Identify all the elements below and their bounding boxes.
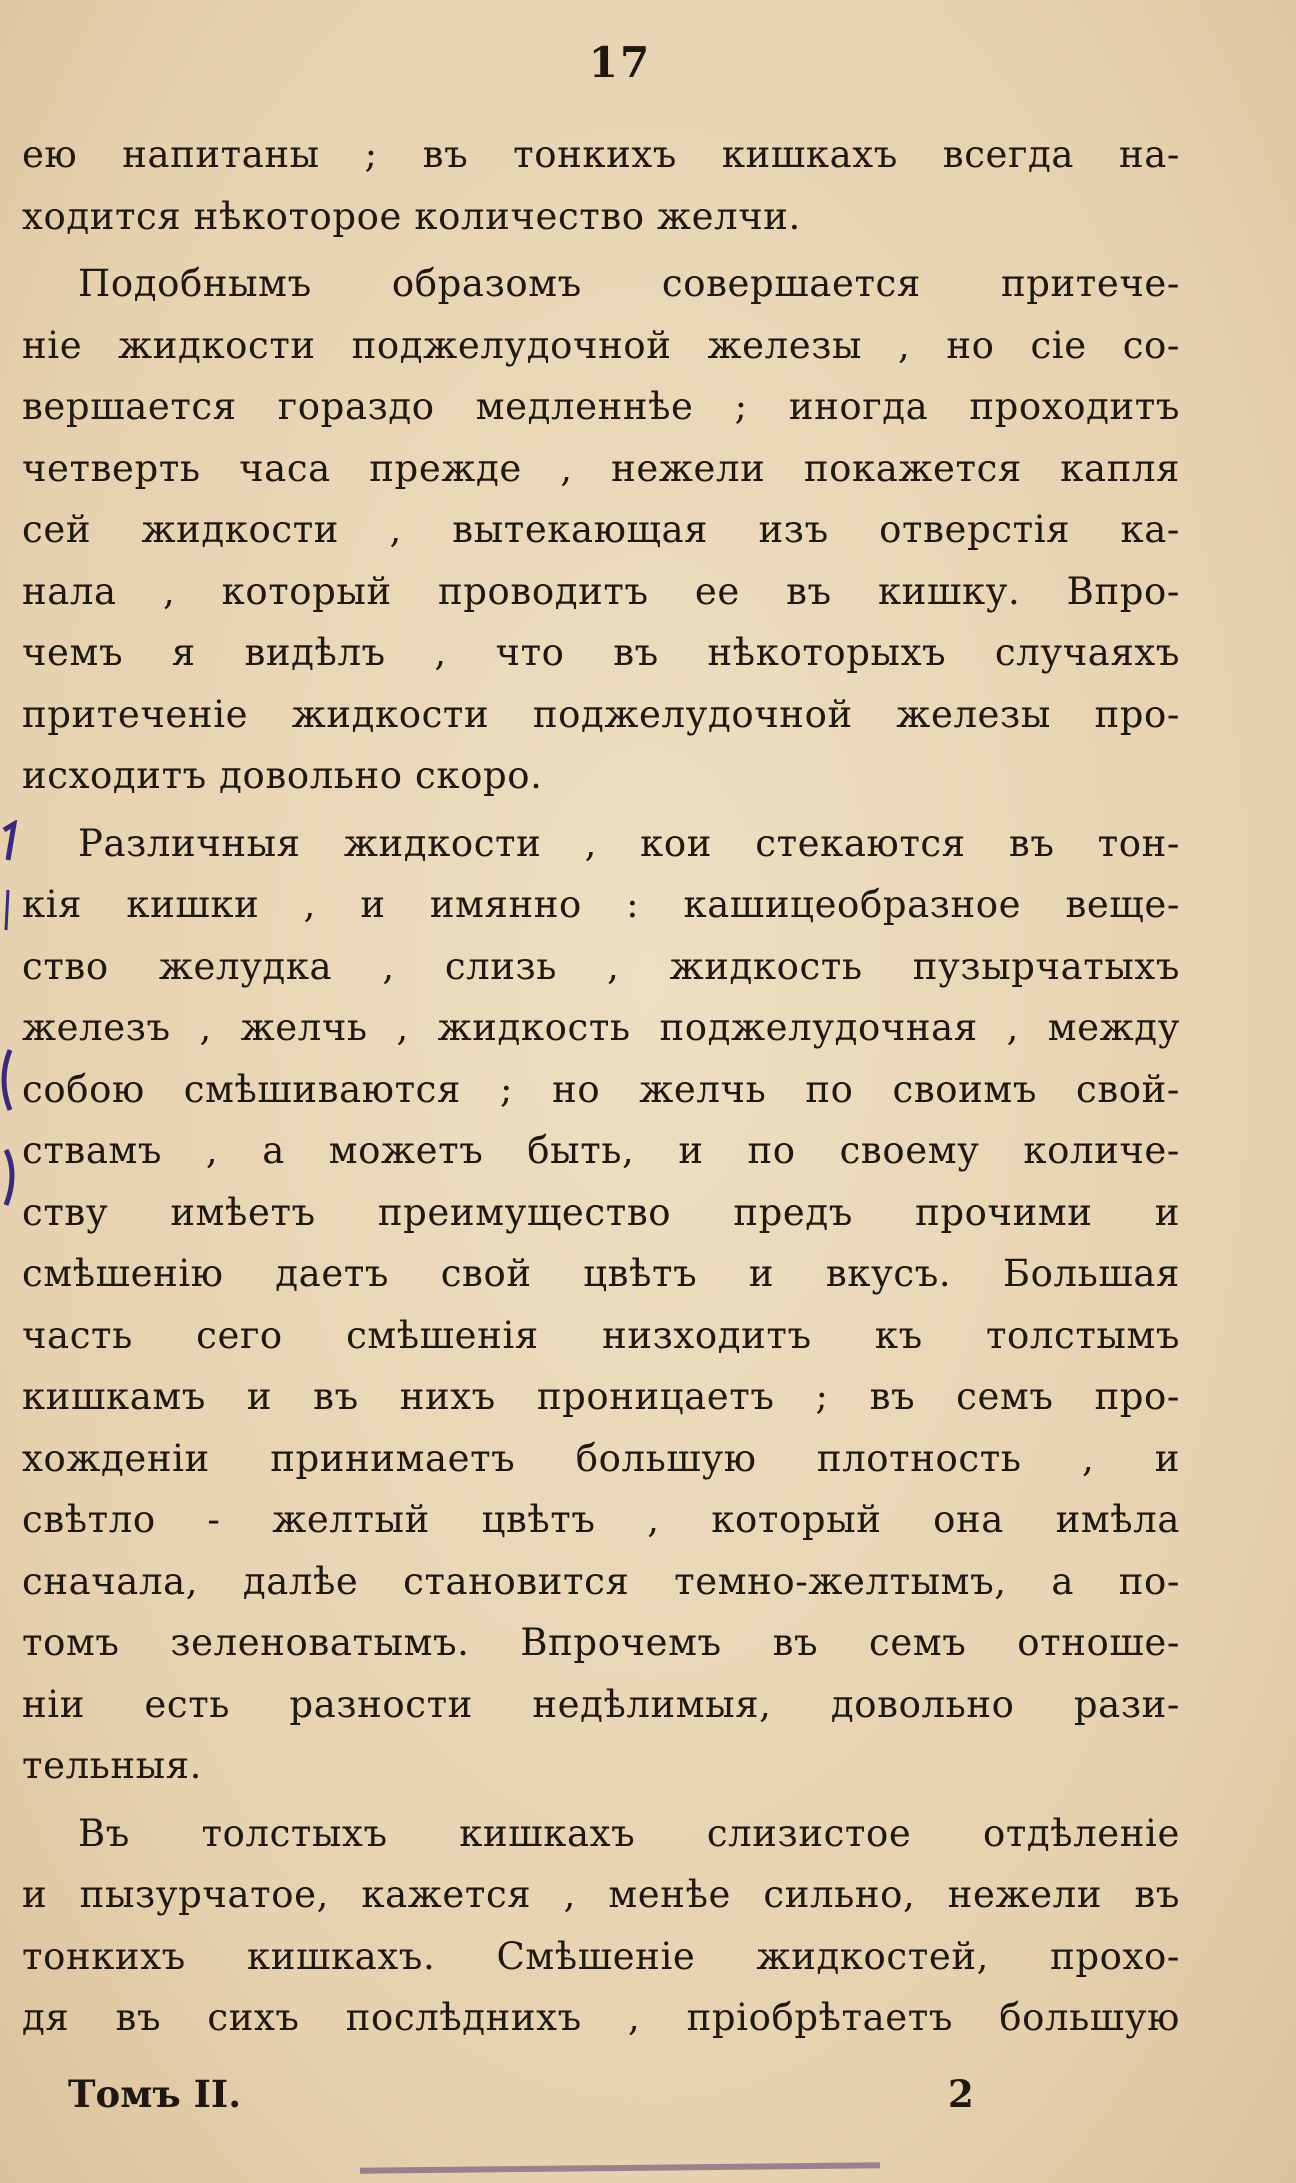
text-line: нала , который проводитъ ее въ кишку. Впро- [22, 569, 1180, 613]
text-line: кія кишки , и имянно : кашицеобразное веще- [22, 883, 1180, 926]
paragraph-1 [22, 124, 1180, 247]
text-line: дя въ сихъ послѣднихъ , пріобрѣтаетъ большую [22, 1996, 1180, 2039]
text-line: сначала, далѣе становится темно-желтымъ, а по- [22, 1559, 1180, 1603]
paragraph-4 [22, 1803, 1180, 2049]
text-line: ніе жидкости поджелудочной железы , но сіе со- [22, 323, 1180, 367]
page-footer [68, 2072, 988, 2116]
body-text [22, 124, 1180, 2049]
text-line: и пызурчатое, кажется , менѣе сильно, нежели въ [22, 1873, 1180, 1916]
text-line: чемъ я видѣлъ , что въ нѣкоторыхъ случаяхъ [22, 631, 1180, 674]
text-line: четверть часа прежде , нежели покажется капля [22, 446, 1180, 490]
text-line: томъ зеленоватымъ. Впрочемъ въ семъ отноше- [22, 1621, 1180, 1664]
text-line: кишкамъ и въ нихъ проницаетъ ; въ семъ про- [22, 1375, 1180, 1418]
text-line: тельныя. [22, 1744, 203, 1787]
text-line: ходится нѣкоторое количество желчи. [22, 194, 801, 238]
text-line: ствамъ , а можетъ быть, и по своему количе- [22, 1129, 1180, 1172]
text-line: Подобнымъ образомъ совершается притече- [78, 262, 1180, 305]
text-line: ству имѣетъ преимущество предъ прочими и [22, 1190, 1180, 1234]
text-line: исходитъ довольно скоро. [22, 754, 543, 797]
text-line: свѣтло - желтый цвѣтъ , который она имѣла [22, 1498, 1180, 1541]
text-line: вершается гораздо медленнѣе ; иногда проходитъ [22, 385, 1180, 428]
text-line: смѣшенію даетъ свой цвѣтъ и вкусъ. Большая [22, 1252, 1180, 1295]
margin-pen-mark-icon [0, 820, 26, 1240]
text-line: часть сего смѣшенія низходитъ къ толстымъ [22, 1313, 1180, 1357]
text-line: тонкихъ кишкахъ. Смѣшеніе жидкостей, прохо- [22, 1934, 1180, 1978]
volume-label: Томъ II. [68, 2072, 242, 2116]
text-line: железъ , желчь , жидкость поджелудочная , между [22, 1006, 1180, 1049]
paragraph-2 [22, 253, 1180, 807]
text-line: Различныя жидкости , кои стекаются въ тон- [78, 821, 1180, 865]
text-line: притеченіе жидкости поджелудочной железы про- [22, 692, 1180, 736]
paragraph-3 [22, 813, 1180, 1797]
page-number: 17 [588, 38, 652, 87]
text-line: собою смѣшиваются ; но желчь по своимъ свой- [22, 1067, 1180, 1111]
signature-mark: 2 [948, 2072, 974, 2116]
text-line: ніи есть разности недѣлимыя, довольно рази- [22, 1682, 1180, 1726]
text-line: Въ толстыхъ кишкахъ слизистое отдѣленіе [78, 1811, 1180, 1855]
text-line: ею напитаны ; въ тонкихъ кишкахъ всегда на- [22, 133, 1180, 176]
text-line: ство желудка , слизь , жидкость пузырчатыхъ [22, 944, 1180, 988]
stamp-underline [360, 2162, 880, 2173]
text-line: сей жидкости , вытекающая изъ отверстія ка- [22, 508, 1180, 551]
text-line: хожденіи принимаетъ большую плотность , и [22, 1436, 1180, 1480]
